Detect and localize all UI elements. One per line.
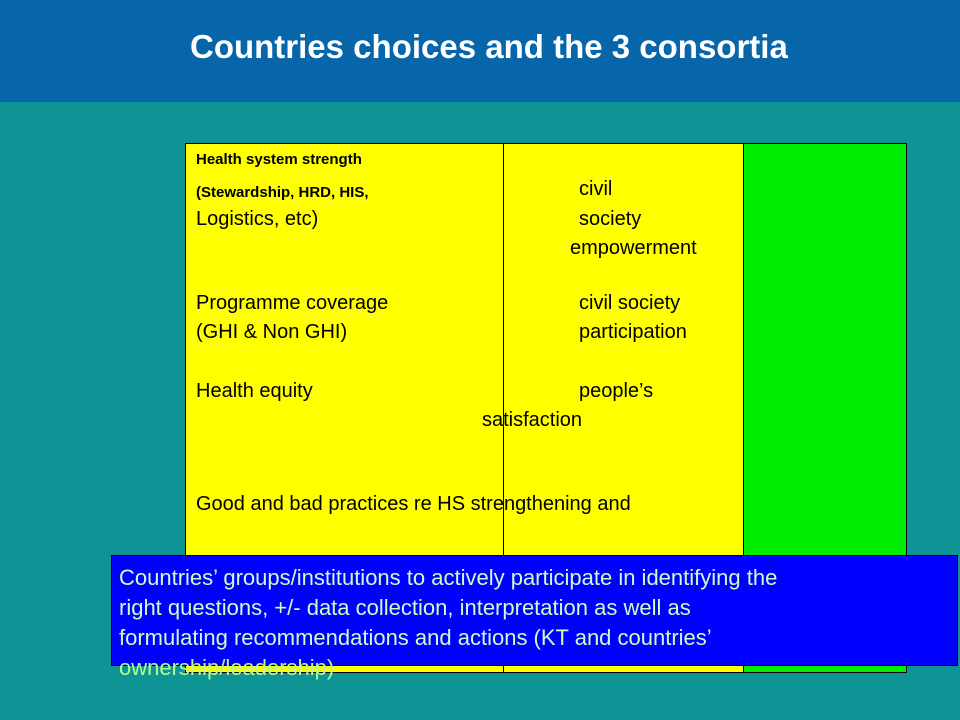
- page-title: Countries choices and the 3 consortia: [190, 28, 788, 65]
- peoples-satisfaction-line1: people’s: [579, 380, 654, 402]
- health-equity: Health equity: [196, 380, 313, 402]
- callout-line2: right questions, +/- data collection, interpretation as well as: [119, 595, 691, 620]
- good-bad-practices: Good and bad practices re HS strengthening and: [196, 493, 631, 515]
- civil-society-line2: society: [579, 208, 642, 230]
- civil-society-line1: civil: [579, 178, 613, 200]
- hs-strength-line1: Health system strength: [196, 151, 362, 168]
- callout-line1: Countries’ groups/institutions to actively participate in identifying the: [119, 565, 778, 590]
- callout-line3: formulating recommendations and actions (KT and countries’: [119, 625, 712, 650]
- civil-participation-line2: participation: [579, 321, 687, 343]
- hs-strength-line3: Logistics, etc): [196, 208, 319, 230]
- hs-strength-line2: (Stewardship, HRD, HIS,: [196, 184, 369, 201]
- header-bar: [0, 0, 960, 102]
- programme-coverage-line2: (GHI & Non GHI): [196, 321, 348, 343]
- callout-line4: ownership/leadership): [119, 655, 335, 680]
- callout-text: [119, 563, 949, 683]
- peoples-satisfaction-line2: satisfaction: [482, 409, 583, 431]
- civil-society-line3: empowerment: [570, 237, 697, 259]
- programme-coverage-line1: Programme coverage: [196, 292, 389, 314]
- civil-participation-line1: civil society: [579, 292, 681, 314]
